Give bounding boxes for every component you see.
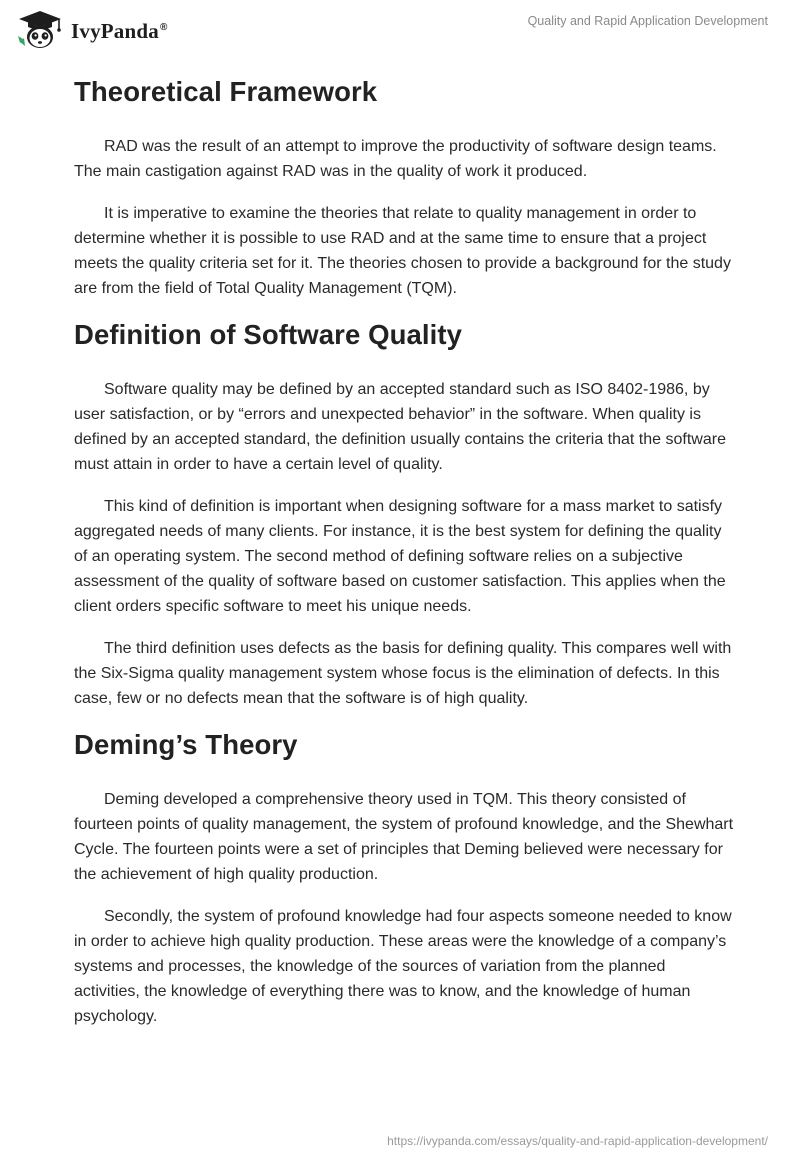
paragraph: This kind of definition is important when designing software for a mass market to satisfy aggregated needs of many clients. For instance, it is the best system for defining the quality of an operating system. The second method of defining software relies on a subjective assessment of the quality of software based on customer satisfaction. This applies when the client orders specific software to meet his unique needs. [74,498,726,615]
heading-demings-theory: Deming’s Theory [74,729,298,760]
article-content [74,70,734,1029]
brand-name: IvyPanda® [71,18,168,43]
paragraph: The third definition uses defects as the basis for defining quality. This compares well with the Six-Sigma quality management system whose focus is the elimination of defects. In this case, few or no defects mean that the software is of high quality. [74,640,732,707]
heading-theoretical-framework: Theoretical Framework [74,76,378,107]
panda-graduate-logo-icon [15,9,65,49]
page-header [0,0,800,50]
document-title: Quality and Rapid Application Development [527,14,768,28]
paragraph: Deming developed a comprehensive theory used in TQM. This theory consisted of fourteen points of quality management, the system of profound knowledge, and the Shewhart Cycle. The fourteen points were a set of principles that Deming believed were necessary for the achievement of high quality production. [74,791,734,883]
source-url-link[interactable]: https://ivypanda.com/essays/quality-and-rapid-application-development/ [387,1134,768,1148]
brand-logo-link[interactable] [15,9,168,49]
heading-definition-of-software-quality: Definition of Software Quality [74,319,463,350]
paragraph: Software quality may be defined by an accepted standard such as ISO 8402-1986, by user satisfaction, or by “errors and unexpected behavior” in the software. When quality is defined by an accepted standard, the definition usually contains the criteria that the software must attain in order to have a certain level of quality. [74,381,726,473]
paragraph: RAD was the result of an attempt to improve the productivity of software design teams. The main castigation against RAD was in the quality of work it produced. [74,138,717,180]
paragraph: Secondly, the system of profound knowledge had four aspects someone needed to know in order to achieve high quality production. These areas were the knowledge of a company’s systems and processes, the knowledge of the sources of variation from the planned activities, the knowledge of everything there was to know, and the knowledge of human psychology. [74,908,732,1025]
paragraph: It is imperative to examine the theories that relate to quality management in order to determine whether it is possible to use RAD and at the same time to ensure that a project meets the quality criteria set for it. The theories chosen to provide a background for the study are from the field of Total Quality Management (TQM). [74,205,731,297]
